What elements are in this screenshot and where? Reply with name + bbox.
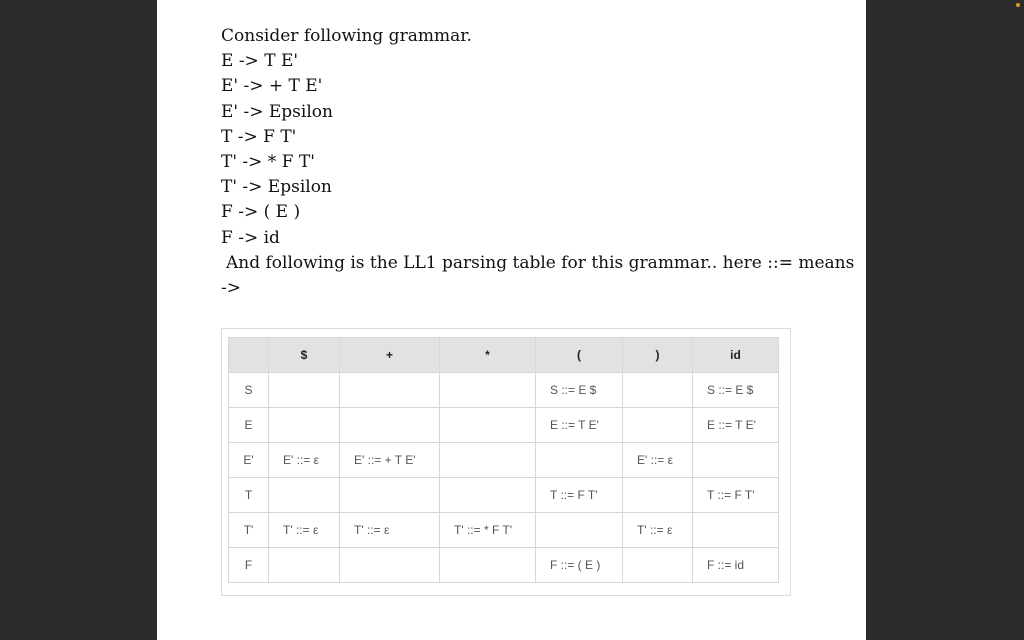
note-line-continued: -> [221,277,241,298]
table-row [229,478,779,513]
header-cell: * [440,338,536,373]
table-cell [340,408,440,443]
table-cell [623,478,693,513]
production-line: F -> id [221,227,280,248]
table-cell [269,408,340,443]
table-cell: T' ::= ε [623,513,693,548]
table-cell [440,548,536,583]
production-line: E' -> Epsilon [221,101,333,122]
table-cell: T' ::= * F T' [440,513,536,548]
grammar-text [221,24,855,301]
table-cell [440,408,536,443]
row-label: T [229,478,269,513]
ll1-parsing-table [228,337,779,583]
row-label: F [229,548,269,583]
table-cell [269,478,340,513]
table-row [229,373,779,408]
production-line: E' -> + T E' [221,76,323,97]
table-cell: T ::= F T' [693,478,779,513]
table-cell [623,408,693,443]
header-cell: ( [536,338,623,373]
production-line: T' -> * F T' [221,151,315,172]
table-row [229,513,779,548]
header-cell: + [340,338,440,373]
table-cell: E' ::= + T E' [340,443,440,478]
table-cell: E' ::= ε [269,443,340,478]
table-cell: S ::= E $ [693,373,779,408]
table-cell: T' ::= ε [340,513,440,548]
table-cell: T' ::= ε [269,513,340,548]
table-cell [340,548,440,583]
table-cell: F ::= ( E ) [536,548,623,583]
row-label: E' [229,443,269,478]
table-cell [340,373,440,408]
intro-line: Consider following grammar. [221,26,472,46]
table-cell: F ::= id [693,548,779,583]
row-label: S [229,373,269,408]
table-cell [269,548,340,583]
table-row [229,443,779,478]
table-cell [536,513,623,548]
table-cell [440,373,536,408]
header-cell [229,338,269,373]
parsing-table-image [221,328,791,596]
table-row [229,548,779,583]
note-line: And following is the LL1 parsing table for this grammar.. here ::= means [226,252,855,273]
table-cell: S ::= E $ [536,373,623,408]
table-cell [536,443,623,478]
table-cell [340,478,440,513]
production-line: F -> ( E ) [221,202,301,223]
table-cell: T ::= F T' [536,478,623,513]
table-row [229,408,779,443]
table-header-row [229,338,779,373]
table-cell [440,478,536,513]
table-cell: E' ::= ε [623,443,693,478]
table-cell [269,373,340,408]
production-line: T' -> Epsilon [221,177,332,198]
header-cell: id [693,338,779,373]
row-label: E [229,408,269,443]
document-page [157,0,866,640]
header-cell: ) [623,338,693,373]
production-line: T -> F T' [221,126,297,147]
table-cell: E ::= T E' [693,408,779,443]
header-cell: $ [269,338,340,373]
row-label: T' [229,513,269,548]
table-cell [693,513,779,548]
table-cell [623,548,693,583]
status-dot-icon [1016,3,1020,7]
table-cell [623,373,693,408]
table-cell: E ::= T E' [536,408,623,443]
table-cell [693,443,779,478]
table-cell [440,443,536,478]
production-line: E -> T E' [221,51,299,72]
